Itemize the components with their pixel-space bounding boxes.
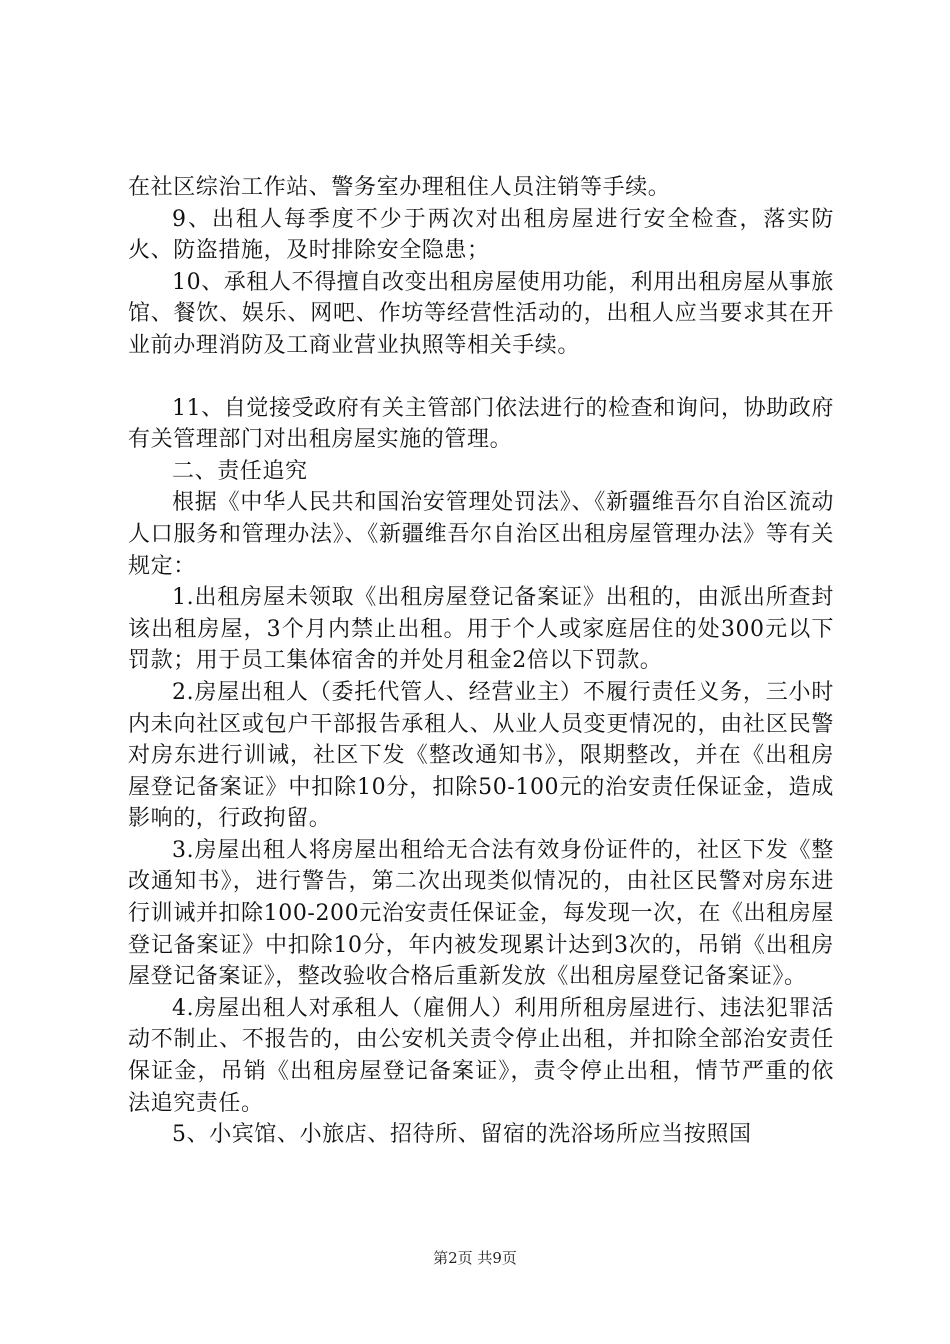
section-heading-liability: 二、责任追究	[172, 458, 308, 484]
paragraph-legal-basis: 根据《中华人民共和国治安管理处罚法》、《新疆维吾尔自治区流动人口服务和管理办法》、《新疆维吾尔自治区出租房屋管理办法》等有关规定：	[128, 490, 834, 579]
paragraph-penalty-1: 1.出租房屋未领取《出租房屋登记备案证》出租的，由派出所查封该出租房屋，3个月内禁止出租。用于个人或家庭居住的处300元以下罚款；用于员工集体宿舍的并处月租金2倍以下罚款。	[128, 585, 834, 674]
page-number: 第2页 共9页	[433, 1249, 517, 1267]
paragraph-penalty-3: 3.房屋出租人将房屋出租给无合法有效身份证件的，社区下发《整改通知书》，进行警告，第二次出现类似情况的，由社区民警对房东进行训诫并扣除100-200元治安责任保证金，每发现一次，在《出租房屋登记备案证》中扣除10分，年内被发现累计达到3次的，吊销《出租房屋登记备案证》，整改验收合格后重新发放《出租房屋登记备案证》。	[128, 837, 834, 990]
paragraph-item-11: 11、自觉接受政府有关主管部门依法进行的检查和询问，协助政府有关管理部门对出租房屋实施的管理。	[128, 395, 834, 453]
paragraph-penalty-5: 5、小宾馆、小旅店、招待所、留宿的洗浴场所应当按照国	[172, 1122, 752, 1148]
page-footer	[0, 1247, 950, 1268]
paragraph-continuation: 在社区综治工作站、警务室办理租住人员注销等手续。	[128, 175, 671, 200]
paragraph-item-9: 9、出租人每季度不少于两次对出租房屋进行安全检查，落实防火、防盗措施，及时排除安全隐患；	[128, 206, 834, 264]
paragraph-penalty-4: 4.房屋出租人对承租人（雇佣人）利用所租房屋进行、违法犯罪活动不制止、不报告的，由公安机关责令停止出租，并扣除全部治安责任保证金，吊销《出租房屋登记备案证》，责令停止出租，情节严重的依法追究责任。	[128, 995, 834, 1116]
paragraph-penalty-2: 2.房屋出租人（委托代管人、经营业主）不履行责任义务，三小时内未向社区或包户干部报告承租人、从业人员变更情况的，由社区民警对房东进行训诫，社区下发《整改通知书》，限期整改，并在《出租房屋登记备案证》中扣除10分，扣除50-100元的治安责任保证金，造成影响的，行政拘留。	[128, 679, 834, 832]
paragraph-item-10: 10、承租人不得擅自改变出租房屋使用功能，利用出租房屋从事旅馆、餐饮、娱乐、网吧、作坊等经营性活动的，出租人应当要求其在开业前办理消防及工商业营业执照等相关手续。	[128, 269, 834, 358]
document-body	[128, 172, 834, 1151]
